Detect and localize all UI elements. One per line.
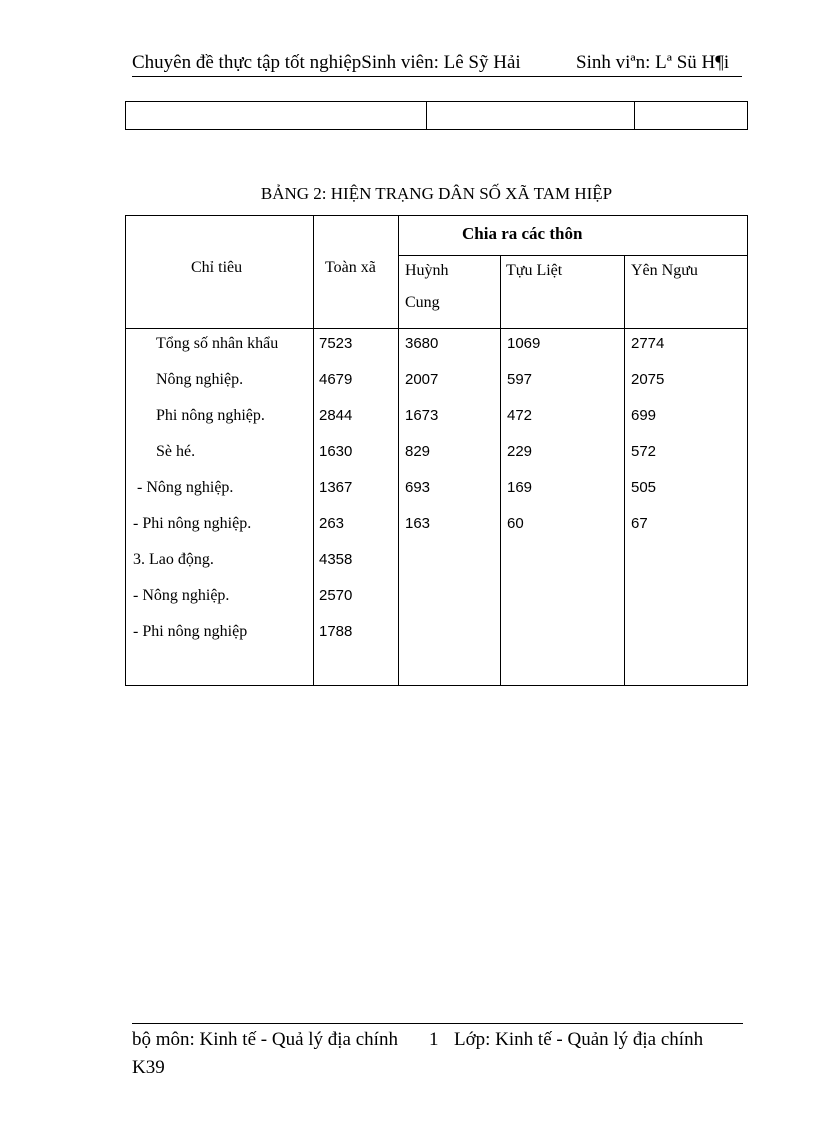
cell-yen-nguu: 67 xyxy=(631,515,648,532)
cell-toan-xa: 1630 xyxy=(319,443,353,460)
table-title: BẢNG 2: HIỆN TRẠNG DÂN SỐ XÃ TAM HIỆP xyxy=(260,184,613,203)
cell-huynh-cung: 2007 xyxy=(405,371,439,388)
cell-huynh-cung: 3680 xyxy=(405,335,439,352)
cell-tuu-liet: 169 xyxy=(507,479,533,496)
header-left-text: Chuyên đề thực tập tốt nghiệpSinh viên: Lê Sỹ Hải xyxy=(132,52,521,73)
cell-toan-xa: 2844 xyxy=(319,407,353,424)
row-label: - Nông nghiệp. xyxy=(137,479,234,496)
cell-yen-nguu: 2075 xyxy=(631,371,665,388)
row-label: Phi nông nghiệp. xyxy=(156,407,265,424)
cell-toan-xa: 7523 xyxy=(319,335,353,352)
col-divider xyxy=(398,216,399,685)
header-yen-nguu: Yên Ngưu xyxy=(631,262,698,279)
row-divider xyxy=(126,328,747,329)
row-label: Nông nghiệp. xyxy=(156,371,244,388)
header-toan-xa: Toàn xã xyxy=(325,259,376,276)
header-huynh-line2: Cung xyxy=(405,294,440,311)
page-header xyxy=(132,50,742,77)
header-chia-ra-cac-thon: Chia ra các thôn xyxy=(462,224,583,243)
cell-toan-xa: 4679 xyxy=(319,371,353,388)
row-divider xyxy=(398,255,747,256)
cell-yen-nguu: 572 xyxy=(631,443,657,460)
cell-yen-nguu: 2774 xyxy=(631,335,665,352)
header-right-text: Sinh viªn: Lª Sü H¶i xyxy=(576,52,730,73)
footer-page-number: 1 xyxy=(429,1029,439,1050)
stub-divider xyxy=(426,102,427,129)
header-huynh-line1: Huỳnh xyxy=(405,262,449,279)
row-label: Tổng số nhân khẩu xyxy=(156,335,279,352)
cell-toan-xa: 2570 xyxy=(319,587,353,604)
cell-toan-xa: 263 xyxy=(319,515,345,532)
header-chi-tieu: Chỉ tiêu xyxy=(191,259,243,276)
row-label: - Phi nông nghiệp. xyxy=(133,515,252,532)
cell-tuu-liet: 472 xyxy=(507,407,533,424)
cell-toan-xa: 1788 xyxy=(319,623,353,640)
col-divider xyxy=(500,255,501,685)
stub-divider xyxy=(634,102,635,129)
cell-huynh-cung: 693 xyxy=(405,479,431,496)
header-tuu-liet: Tựu Liệt xyxy=(506,262,563,279)
cell-toan-xa: 1367 xyxy=(319,479,353,496)
cell-tuu-liet: 60 xyxy=(507,515,524,532)
cell-yen-nguu: 505 xyxy=(631,479,657,496)
footer-line2: K39 xyxy=(132,1057,165,1078)
cell-huynh-cung: 163 xyxy=(405,515,431,532)
col-divider xyxy=(313,216,314,685)
page-footer xyxy=(132,1023,743,1080)
row-label: Sè hé. xyxy=(156,443,196,460)
cell-tuu-liet: 229 xyxy=(507,443,533,460)
cell-tuu-liet: 597 xyxy=(507,371,533,388)
cell-huynh-cung: 1673 xyxy=(405,407,439,424)
cell-huynh-cung: 829 xyxy=(405,443,431,460)
col-divider xyxy=(624,255,625,685)
row-label: - Nông nghiệp. xyxy=(133,587,230,604)
previous-table-stub xyxy=(125,101,748,130)
row-label: - Phi nông nghiệp xyxy=(133,623,248,640)
row-label: 3. Lao động. xyxy=(133,551,214,568)
cell-tuu-liet: 1069 xyxy=(507,335,541,352)
footer-right-text: Lớp: Kinh tế - Quản lý địa chính xyxy=(454,1029,704,1050)
cell-toan-xa: 4358 xyxy=(319,551,353,568)
cell-yen-nguu: 699 xyxy=(631,407,657,424)
footer-left-text: bộ môn: Kinh tế - Quả lý địa chính xyxy=(132,1029,398,1050)
population-table xyxy=(125,215,748,686)
